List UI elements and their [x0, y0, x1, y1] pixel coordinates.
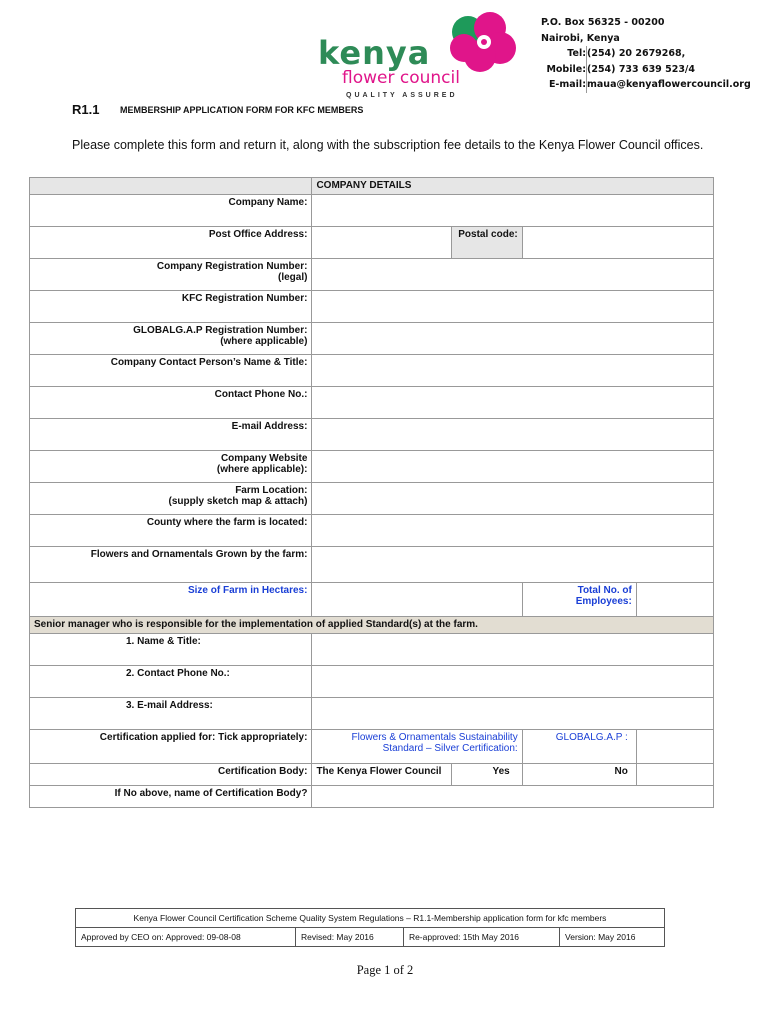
- if-no-field[interactable]: [312, 786, 714, 808]
- farm-size-label: Size of Farm in Hectares:: [30, 583, 312, 617]
- contact-email: E-mail:maua@kenyaflowercouncil.org: [541, 77, 751, 93]
- post-office-label: Post Office Address:: [30, 227, 312, 259]
- contact-address: P.O. Box 56325 - 00200: [541, 17, 665, 28]
- contact-tel: Tel:(254) 20 2679268,: [541, 46, 751, 62]
- contact-person-field[interactable]: [312, 355, 714, 387]
- cert-body-label: Certification Body:: [30, 764, 312, 786]
- farm-location-label: Farm Location: (supply sketch map & attach): [30, 483, 312, 515]
- email-label: E-mail Address:: [30, 419, 312, 451]
- footer-table: [75, 908, 665, 947]
- footer-version: Version: May 2016: [560, 928, 665, 947]
- footer-revised: Revised: May 2016: [296, 928, 404, 947]
- cert-applied-label: Certification applied for: Tick appropriately:: [30, 730, 312, 764]
- county-field[interactable]: [312, 515, 714, 547]
- if-no-label: If No above, name of Certification Body?: [30, 786, 312, 808]
- kfc-logo: [318, 10, 518, 100]
- email-field[interactable]: [312, 419, 714, 451]
- logo-tagline: QUALITY ASSURED: [346, 92, 458, 99]
- kfc-reg-label: KFC Registration Number:: [30, 291, 312, 323]
- cert-globalgap-tickbox[interactable]: [636, 730, 713, 764]
- postal-code-field[interactable]: [522, 227, 713, 259]
- contact-phone-label: Contact Phone No.:: [30, 387, 312, 419]
- application-form-table: [29, 177, 714, 808]
- logo-kenya-text: kenya: [318, 34, 431, 72]
- footer-approved: Approved by CEO on: Approved: 09-08-08: [76, 928, 296, 947]
- footer-reapproved: Re-approved: 15th May 2016: [403, 928, 559, 947]
- contact-mobile: Mobile:(254) 733 639 523/4: [541, 62, 751, 78]
- farm-size-field[interactable]: [312, 583, 522, 617]
- section-manager-header: Senior manager who is responsible for the implementation of applied Standard(s) at the farm.: [30, 617, 714, 634]
- section-header-cell-left: [30, 178, 312, 195]
- cert-body-value: The Kenya Flower Council: [312, 764, 452, 786]
- footer-title: Kenya Flower Council Certification Scheme Quality System Regulations – R1.1-Membership application form for kfc members: [76, 909, 665, 928]
- logo-subtitle: flower council: [342, 68, 460, 88]
- cert-body-extra: [636, 764, 713, 786]
- flowers-field[interactable]: [312, 547, 714, 583]
- postal-code-label: Postal code:: [452, 227, 522, 259]
- contact-block: [541, 15, 751, 93]
- globalgap-reg-field[interactable]: [312, 323, 714, 355]
- reg-number-label: Company Registration Number: (legal): [30, 259, 312, 291]
- contact-person-label: Company Contact Person’s Name & Title:: [30, 355, 312, 387]
- website-field[interactable]: [312, 451, 714, 483]
- cert-option-globalgap: GLOBALG.A.P :: [555, 732, 628, 743]
- page-number: Page 1 of 2: [356, 963, 414, 977]
- company-name-field[interactable]: [312, 195, 714, 227]
- cert-option-silver: Flowers & Ornamentals Sustainability Standard – Silver Certification:: [312, 730, 522, 764]
- employees-field[interactable]: [636, 583, 713, 617]
- intro-text: Please complete this form and return it, along with the subscription fee details to the Kenya Flower Council offices.: [72, 138, 704, 152]
- reg-number-field[interactable]: [312, 259, 714, 291]
- mgr-name-label: 1. Name & Title:: [30, 634, 312, 666]
- cert-body-yes[interactable]: Yes: [452, 764, 522, 786]
- contact-city: Nairobi, Kenya: [541, 32, 620, 44]
- company-name-label: Company Name:: [30, 195, 312, 227]
- flower-logo-icon: [446, 12, 518, 72]
- flowers-label: Flowers and Ornamentals Grown by the farm:: [30, 547, 312, 583]
- globalgap-reg-label: GLOBALG.A.P Registration Number: (where applicable): [30, 323, 312, 355]
- kfc-reg-field[interactable]: [312, 291, 714, 323]
- website-label: Company Website (where applicable):: [30, 451, 312, 483]
- employees-label: Total No. of Employees:: [522, 583, 636, 617]
- cert-body-no[interactable]: No: [522, 764, 636, 786]
- cert-silver-tickbox[interactable]: [522, 730, 636, 764]
- county-label: County where the farm is located:: [30, 515, 312, 547]
- form-title: MEMBERSHIP APPLICATION FORM FOR KFC MEMBERS: [120, 105, 364, 115]
- section-company-header: COMPANY DETAILS: [312, 178, 714, 195]
- contact-phone-field[interactable]: [312, 387, 714, 419]
- farm-location-field[interactable]: [312, 483, 714, 515]
- mgr-phone-label: 2. Contact Phone No.:: [30, 666, 312, 698]
- post-office-field[interactable]: [312, 227, 452, 259]
- mgr-email-field[interactable]: [312, 698, 714, 730]
- mgr-email-label: 3. E-mail Address:: [30, 698, 312, 730]
- mgr-name-field[interactable]: [312, 634, 714, 666]
- form-code: R1.1: [72, 102, 100, 117]
- mgr-phone-field[interactable]: [312, 666, 714, 698]
